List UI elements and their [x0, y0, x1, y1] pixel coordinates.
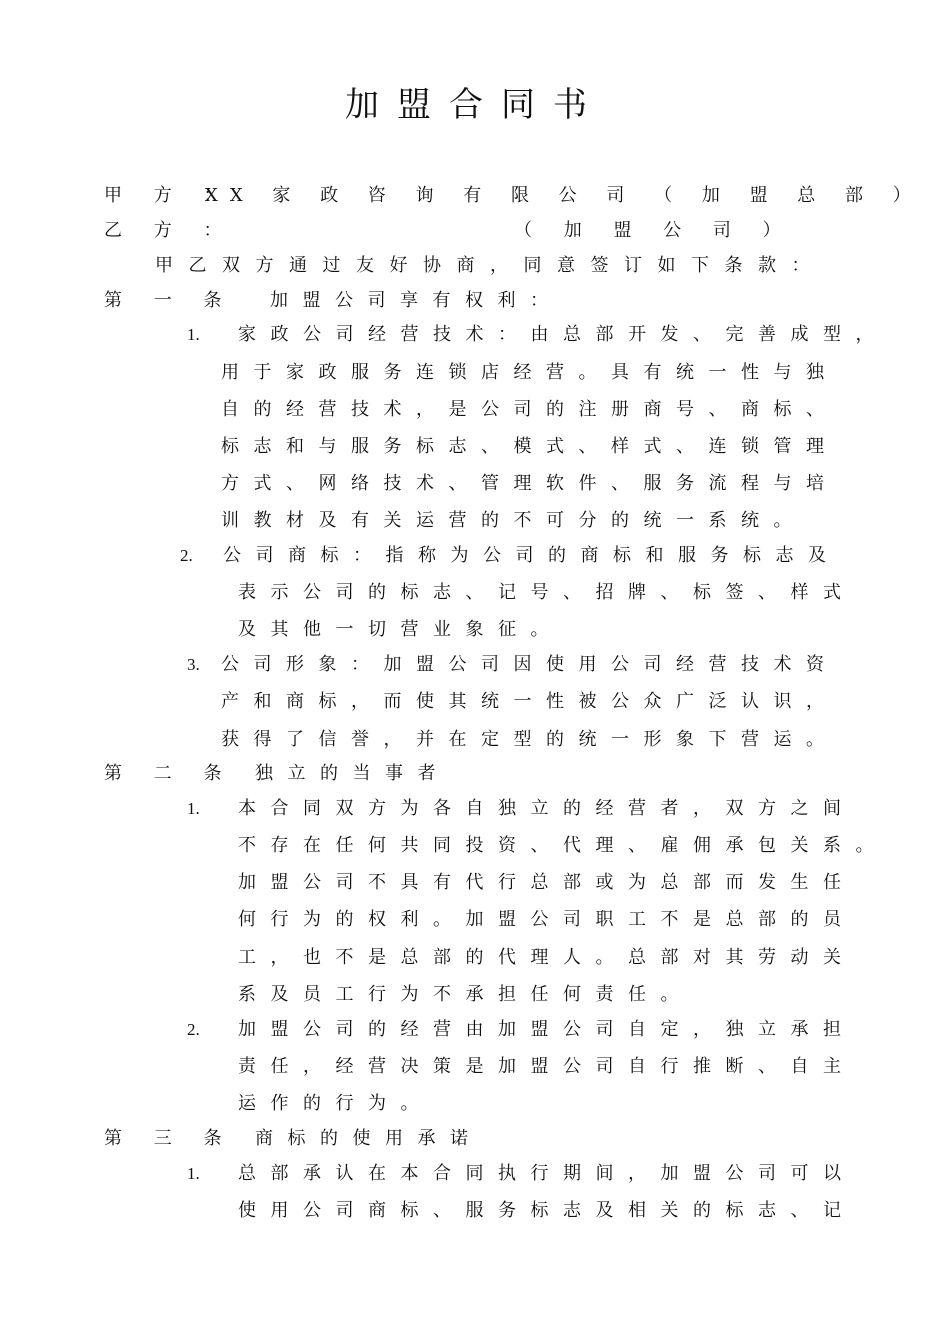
article1-item2-line1: 公司商标：指称为公司的商标和服务标志及 [223, 545, 841, 566]
article2-item1-line2: 不存在任何共同投资、代理、雇佣承包关系。 [238, 835, 888, 856]
party-a-name: XX 家 政 咨 询 有 限 公 司 （ 加 盟 总 部 ） [205, 185, 923, 206]
article3-item1-line2: 使用公司商标、服务标志及相关的标志、记 [238, 1200, 856, 1221]
article1-item1-line5: 方式、网络技术、管理软件、服务流程与培 [221, 473, 839, 494]
article2-item2-line1: 加盟公司的经营由加盟公司自定，独立承担 [238, 1019, 856, 1040]
article3-title: 商标的使用承诺 [255, 1128, 483, 1149]
article2-item1-line3: 加盟公司不具有代行总部或为总部而发生任 [238, 872, 856, 893]
party-b-role: （ 加 盟 公 司 ） [514, 220, 794, 241]
article1-title: 加盟公司享有权利： [270, 290, 563, 311]
article2-item1-line5: 工，也不是总部的代理人。总部对其劳动关 [238, 947, 856, 968]
article2-item1-num: 1. [187, 799, 200, 818]
article1-item1-line4: 标志和与服务标志、模式、样式、连锁管理 [221, 436, 839, 457]
article2-heading: 第 二 条 [104, 763, 235, 784]
article1-item1-line3: 自的经营技术，是公司的注册商号、商标、 [221, 399, 839, 420]
article2-item2-line2: 责任，经营决策是加盟公司自行推断、自主 [238, 1056, 856, 1077]
article2-item1-line4: 何行为的权利。加盟公司职工不是总部的员 [238, 909, 856, 930]
article1-item3-line2: 产和商标，而使其统一性被公众广泛认识， [221, 691, 839, 712]
article1-heading: 第 一 条 [104, 290, 235, 311]
article2-item1-line6: 系及员工行为不承担任何责任。 [238, 984, 693, 1005]
article1-item1-line6: 训教材及有关运营的不可分的统一系统。 [221, 510, 806, 531]
intro-text: 甲乙双方通过友好协商，同意签订如下条款： [155, 255, 825, 276]
party-b-label: 乙 方 ： [104, 220, 235, 241]
article3-heading: 第 三 条 [104, 1128, 235, 1149]
document-title: 加盟合同书 [345, 85, 605, 125]
article2-item1-line1: 本合同双方为各自独立的经营者，双方之间 [238, 798, 856, 819]
article2-item2-line3: 运作的行为。 [238, 1093, 433, 1114]
article1-item3-line1: 公司形象：加盟公司因使用公司经营技术资 [221, 654, 839, 675]
article1-item2-num: 2. [180, 546, 193, 565]
article3-item1-num: 1. [187, 1164, 200, 1183]
article1-item1-num: 1. [187, 325, 200, 344]
article1-item1-line2: 用于家政服务连锁店经营。具有统一性与独 [221, 362, 839, 383]
article2-item2-num: 2. [187, 1020, 200, 1039]
party-a-label: 甲 方 ： [104, 185, 235, 206]
article1-item2-line2: 表示公司的标志、记号、招牌、标签、样式 [238, 582, 856, 603]
article1-item3-line3: 获得了信誉，并在定型的统一形象下营运。 [221, 729, 839, 750]
article3-item1-line1: 总部承认在本合同执行期间，加盟公司可以 [238, 1163, 856, 1184]
article1-item1-line1: 家政公司经营技术：由总部开发、完善成型， [238, 324, 888, 345]
article1-item2-line3: 及其他一切营业象征。 [238, 619, 563, 640]
article1-item3-num: 3. [187, 655, 200, 674]
article2-title: 独立的当事者 [255, 763, 450, 784]
